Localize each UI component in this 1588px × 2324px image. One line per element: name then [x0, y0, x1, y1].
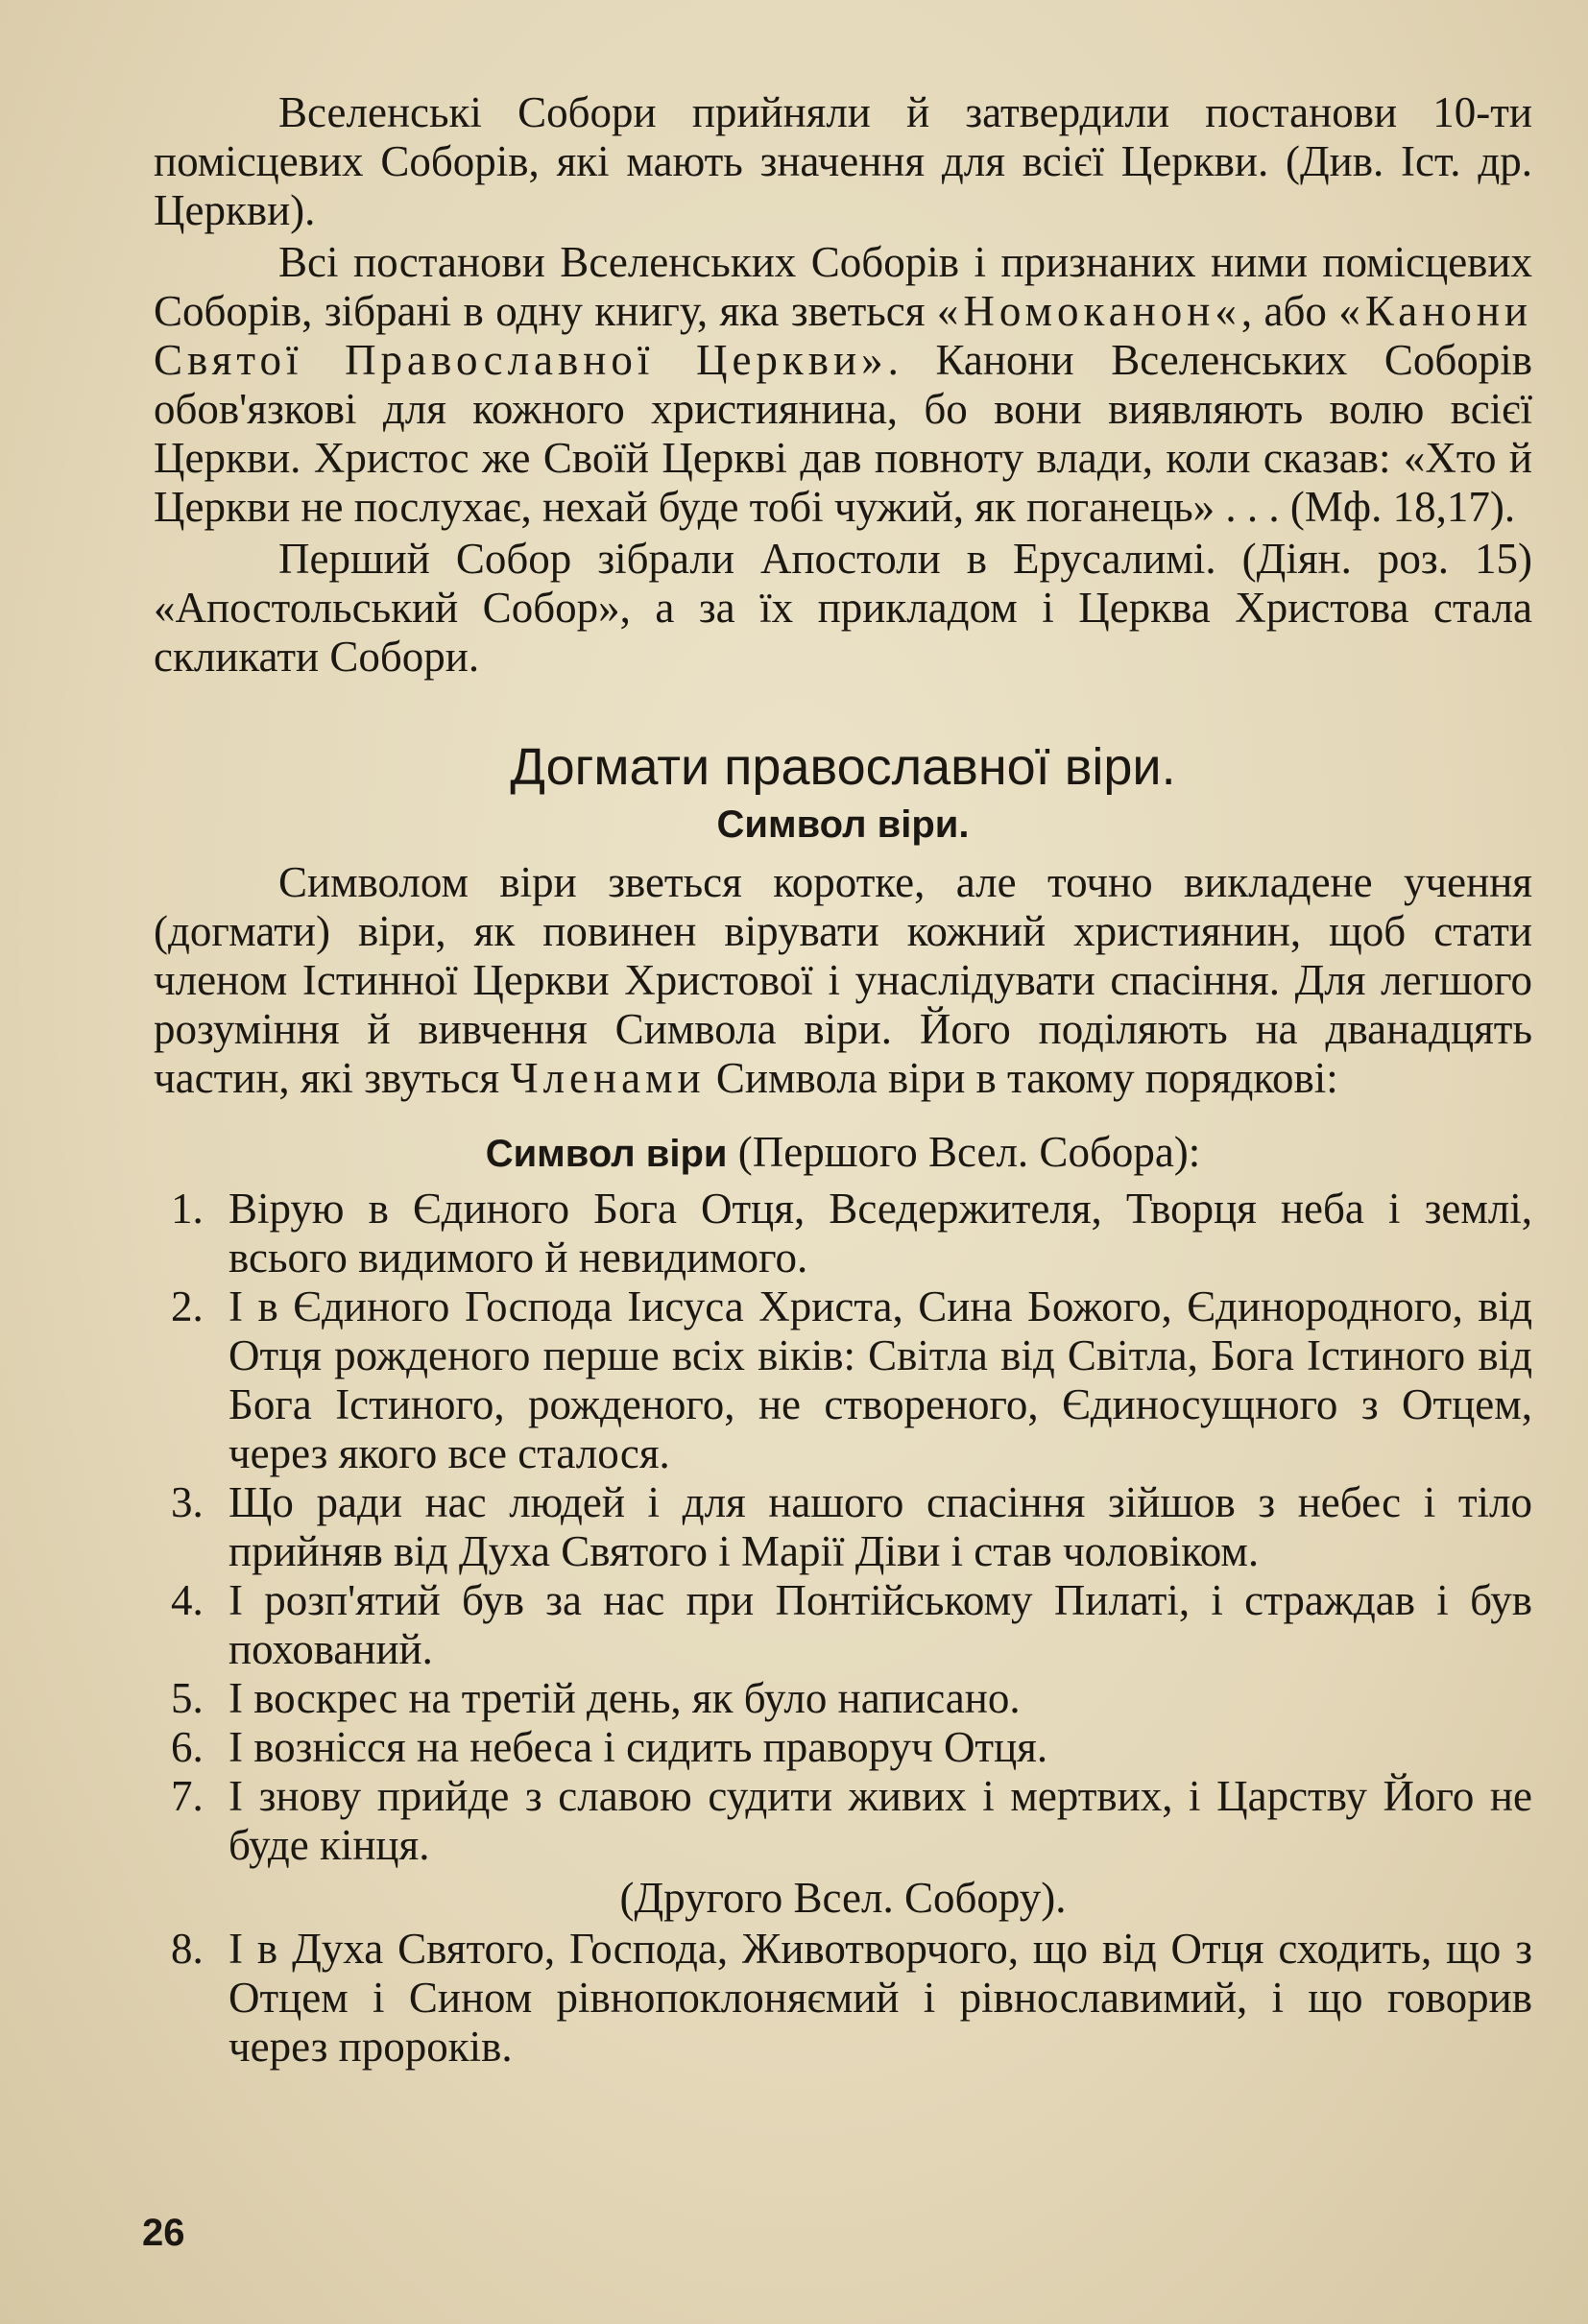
article-text: І в Духа Святого, Господа, Животворчого, що від Отця сходить, що з Отцем і Сином рівнопоклоняємий і рівнославимий, і що говорив через пророків. — [229, 1925, 1532, 2071]
paragraph-text: . Канони Вселенських Соборів обов'язкові для кожного християнина, бо вони виявляють волю всієї Церкви. Христос же Своїй Церкві дав повноту влади, коли сказав: «Хто й Церкви не послухає, нехай буде тобі чужий, як поганець» . . . (Мф. 18,17). — [154, 336, 1533, 531]
article-number: 5. — [171, 1674, 204, 1722]
article-text: І розп'ятий був за нас при Понтійському Пилаті, і страждав і був похований. — [229, 1576, 1532, 1673]
article-number: 6. — [171, 1723, 204, 1771]
page-text — [154, 88, 1532, 2072]
creed-article — [154, 1674, 1532, 1723]
article-number: 3. — [171, 1478, 204, 1526]
creed-heading — [154, 1128, 1532, 1179]
article-number: 1. — [171, 1185, 204, 1233]
section-subtitle: Символ віри. — [716, 803, 970, 846]
article-number: 8. — [171, 1925, 204, 1973]
creed-article — [154, 1576, 1532, 1674]
creed-articles-list — [154, 1185, 1532, 1870]
paragraph-text: Символом віри зветься коротке, але точно викладене учення (догмати) віри, як повинен вірувати кожний християнин, щоб стати членом Істинної Церкви Христової і унаслідувати спасіння. Для легшого розуміння й вивчення Символа віри. Його поділяють на дванадцять частин, які звуться — [154, 858, 1532, 1102]
second-council-heading: (Другого Всел. Собору). — [619, 1874, 1067, 1922]
article-text: Що ради нас людей і для нашого спасіння зійшов з небес і тіло прийняв від Духа Святого і Марії Діви і став чоловіком. — [229, 1478, 1532, 1575]
paragraph-text: Всі постанови Вселенських Соборів і признаних ними помісцевих Соборів, зібрані в одну книгу, яка зветься — [154, 238, 1532, 335]
article-text: І вознісся на небеса і сидить праворуч Отця. — [229, 1723, 1048, 1771]
creed-articles-list-second — [154, 1925, 1532, 2072]
article-number: 4. — [171, 1576, 204, 1624]
creed-article — [154, 1925, 1532, 2072]
paragraph-creed-definition — [154, 858, 1532, 1103]
paragraph-councils-ratified — [154, 88, 1532, 235]
creed-article — [154, 1723, 1532, 1772]
article-text: Вірую в Єдиного Бога Отця, Вседержителя, Творця неба і землі, всього видимого й невидимого. — [229, 1185, 1532, 1282]
page-number: 26 — [142, 2212, 185, 2254]
paragraph-text: Перший Собор зібрали Апостоли в Ерусалимі. (Діян. роз. 15) «Апостольський Собор», а за їх прикладом і Церква Христова стала скликати Собори. — [154, 535, 1532, 681]
section-title: Догмати православної віри. — [510, 738, 1176, 796]
paragraph-text: , або — [1240, 287, 1339, 335]
creed-heading-rest: (Першого Всел. Собора): — [727, 1128, 1201, 1176]
paragraph-nomocanon — [154, 238, 1532, 532]
paragraph-text: Символа віри в такому порядкові: — [705, 1054, 1338, 1102]
creed-article — [154, 1282, 1532, 1478]
article-text: І воскрес на третій день, як було написано. — [229, 1674, 1021, 1722]
emphasized-term: Членами — [510, 1054, 706, 1102]
article-text: І знову прийде з славою судити живих і мертвих, і Царству Його не буде кінця. — [229, 1772, 1532, 1869]
emphasized-term: «Канони Святої Православної Церкви» — [154, 287, 1533, 384]
article-number: 7. — [171, 1772, 204, 1820]
creed-article — [154, 1478, 1532, 1576]
article-number: 2. — [171, 1282, 204, 1330]
paragraph-first-council — [154, 535, 1532, 682]
creed-article — [154, 1185, 1532, 1282]
creed-heading-bold: Символ віри — [485, 1133, 728, 1175]
creed-article — [154, 1772, 1532, 1870]
article-text: І в Єдиного Господа Іисуса Христа, Сина Божого, Єдинородного, від Отця рожденого перше всіх віків: Світла від Світла, Бога Істиного від Бога Істиного, рожденого, не створеного, Єдиносущного з Отцем, через якого все сталося. — [229, 1282, 1532, 1477]
paragraph-text: Вселенські Собори прийняли й затвердили постанови 10-ти помісцевих Соборів, які мають значення для всієї Церкви. (Див. Іст. др. Церкви). — [154, 88, 1532, 234]
emphasized-term: «Номоканон« — [936, 287, 1241, 335]
